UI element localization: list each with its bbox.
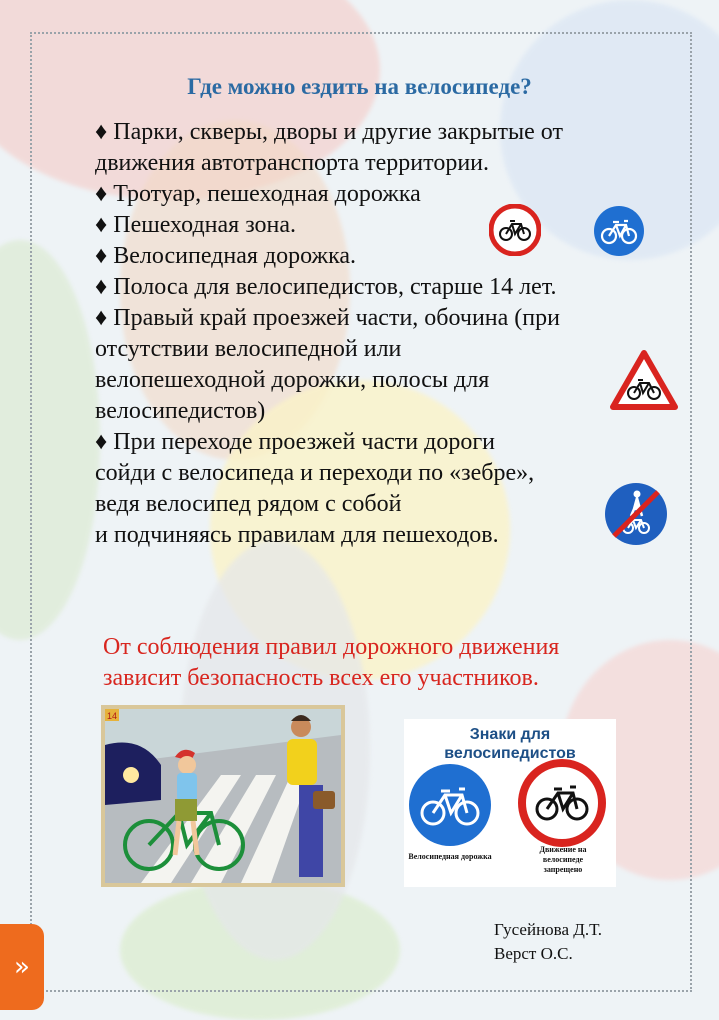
rule-line: ♦ Пешеходная зона. <box>95 212 297 238</box>
double-chevron-right-icon: » <box>14 952 30 982</box>
end-bike-pedestrian-path-sign-icon <box>604 482 668 546</box>
rule-line: движения автотранспорта территории. <box>95 150 490 176</box>
rule-line: велопешеходной дорожки, полосы для <box>95 367 490 393</box>
crossing-illustration <box>101 705 345 887</box>
rule-line: ♦ При переходе проезжей части дороги <box>95 429 496 455</box>
author-name: Гусейнова Д.Т. <box>494 920 603 939</box>
rule-line: ведя велосипед рядом с собой <box>95 491 402 517</box>
no-bicycle-sign-icon <box>518 759 606 847</box>
rule-line: сойди с велосипеда и переходи по «зебре», <box>95 460 535 486</box>
bicycle-signs-panel <box>404 719 616 887</box>
author-name: Верст О.С. <box>494 944 573 963</box>
no-bicycle-caption: Движение на велосипеде запрещено <box>539 845 587 874</box>
next-page-button[interactable] <box>0 924 44 1010</box>
rule-line: и подчиняясь правилам для пешеходов. <box>95 522 499 548</box>
page-title: Где можно ездить на велосипеде? <box>187 74 532 99</box>
bicycle-path-sign-icon <box>408 763 492 847</box>
rule-line: ♦ Правый край проезжей части, обочина (при <box>95 305 560 331</box>
cyclist-warning-sign-icon <box>609 349 679 411</box>
no-bicycle-sign-icon <box>489 204 541 256</box>
rules-list <box>95 117 625 551</box>
rule-line: велосипедистов) <box>95 398 266 424</box>
bicycle-path-sign-icon <box>593 205 645 257</box>
rule-line: ♦ Парки, скверы, дворы и другие закрытые от <box>95 119 563 145</box>
rule-line: ♦ Велосипедная дорожка. <box>95 243 357 269</box>
rule-line: ♦ Полоса для велосипедистов, старше 14 лет. <box>95 274 557 300</box>
bicycle-path-caption: Велосипедная дорожка <box>408 852 492 861</box>
rule-line: ♦ Тротуар, пешеходная дорожка <box>95 181 421 207</box>
safety-warning: От соблюдения правил дорожного движения зависит безопасность всех его участников. <box>103 634 560 691</box>
illustration-label: 14 <box>107 711 118 721</box>
rule-line: отсутствии велосипедной или <box>95 336 402 362</box>
panel-title: Знаки для велосипедистов <box>444 726 576 762</box>
authors <box>494 918 602 966</box>
